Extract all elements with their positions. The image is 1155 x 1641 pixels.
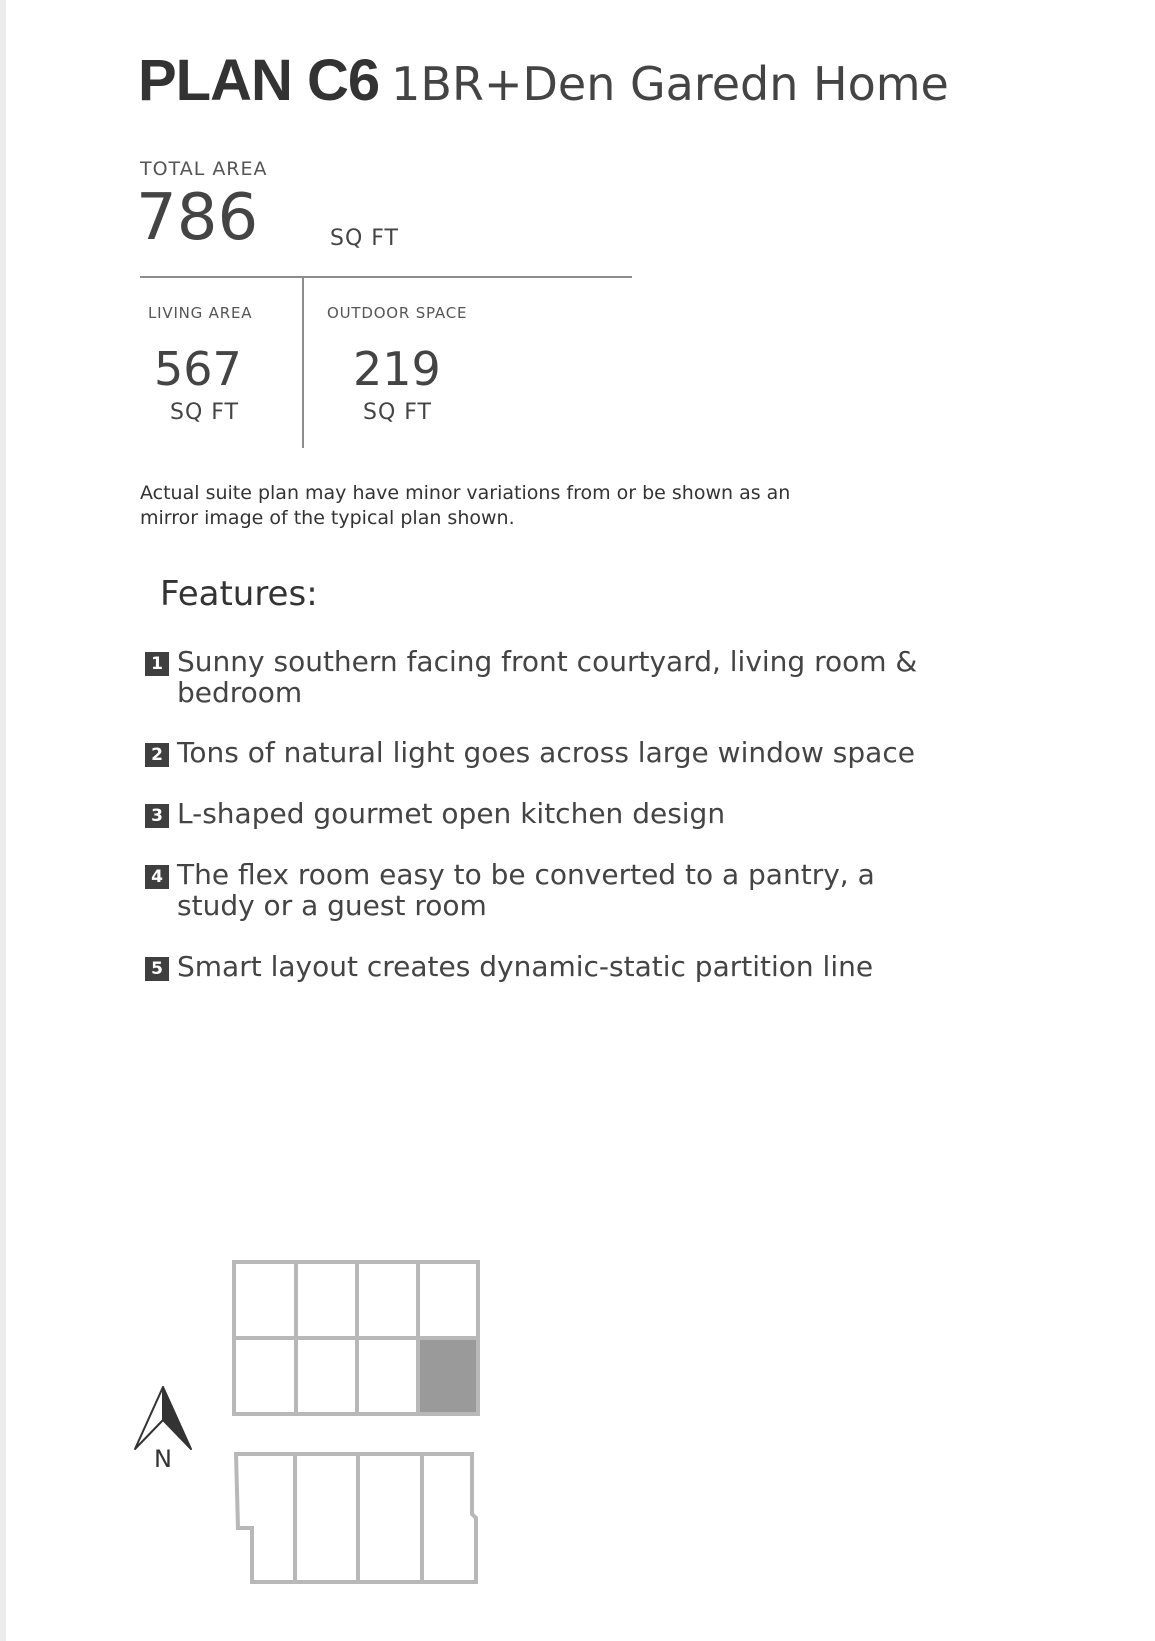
feature-number-badge: 5: [145, 957, 169, 981]
total-area-unit: SQ FT: [330, 226, 399, 251]
outdoor-space-label: OUTDOOR SPACE: [327, 304, 468, 322]
outdoor-space-unit: SQ FT: [363, 400, 432, 425]
feature-text: The flex room easy to be converted to a pantry, a study or a guest room: [177, 858, 875, 922]
outdoor-space-value: 219: [353, 342, 441, 396]
key-plan-lower-block: [236, 1454, 476, 1582]
north-label: N: [154, 1445, 172, 1473]
feature-text: Tons of natural light goes across large window space: [177, 736, 915, 769]
total-area-value: 786: [136, 181, 259, 255]
disclaimer-text: Actual suite plan may have minor variations from or be shown as an mirror image of the typical plan shown.: [140, 482, 791, 529]
feature-number-badge: 2: [145, 743, 169, 767]
feature-text: L-shaped gourmet open kitchen design: [177, 797, 726, 830]
plan-description: 1BR+Den Garedn Home: [391, 57, 949, 111]
living-area-value: 567: [154, 342, 242, 396]
total-area-label: TOTAL AREA: [140, 158, 268, 180]
feature-number-badge: 3: [145, 804, 169, 828]
plan-code: PLAN C6: [138, 48, 380, 113]
highlighted-unit: [420, 1340, 476, 1412]
features-heading: Features:: [160, 574, 318, 614]
feature-number-badge: 4: [145, 865, 169, 889]
feature-text: Smart layout creates dynamic-static partition line: [177, 950, 874, 983]
feature-text: Sunny southern facing front courtyard, living room & bedroom: [177, 645, 918, 709]
living-area-label: LIVING AREA: [148, 304, 253, 322]
living-area-unit: SQ FT: [170, 400, 239, 425]
feature-number-badge: 1: [145, 652, 169, 676]
north-arrow-icon: [135, 1387, 191, 1449]
